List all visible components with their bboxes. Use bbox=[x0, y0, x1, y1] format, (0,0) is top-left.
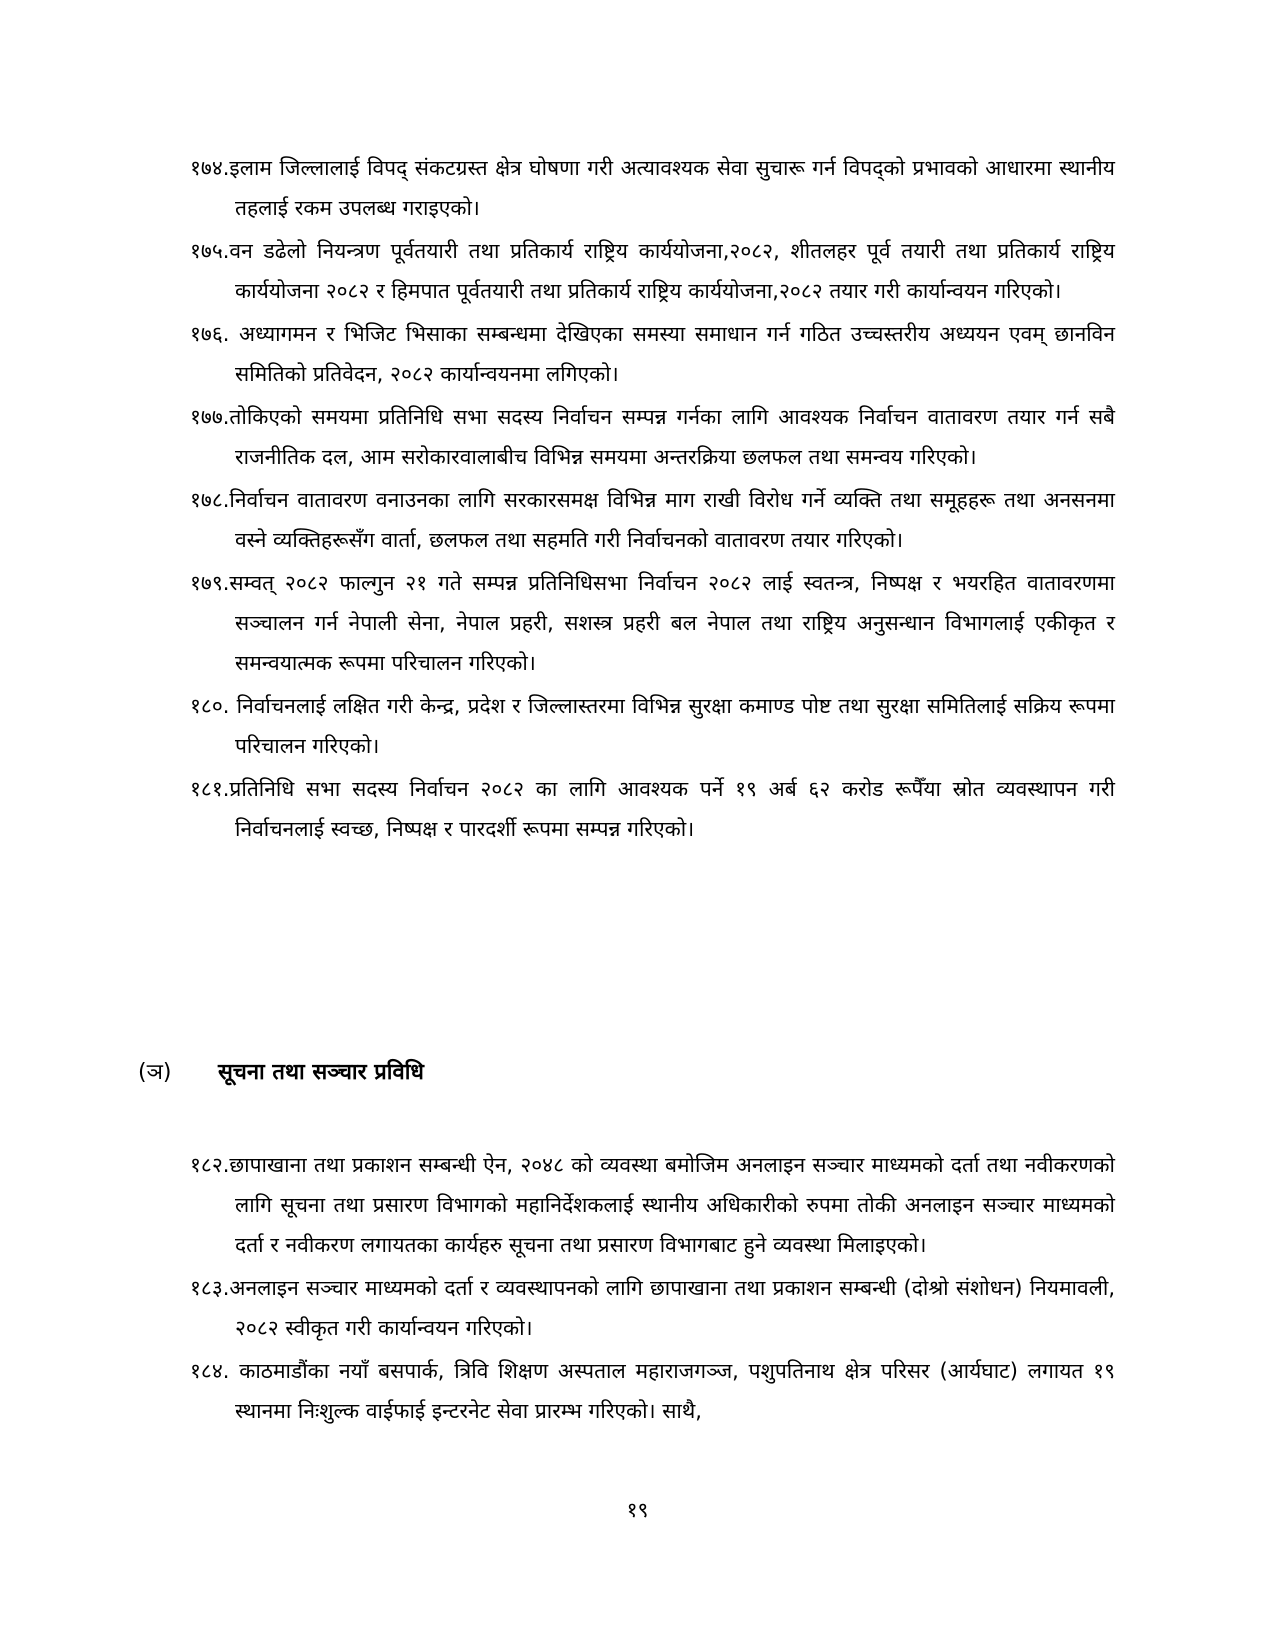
section-title: सूचना तथा सञ्चार प्रविधि bbox=[218, 1060, 424, 1085]
numbered-list-bottom bbox=[190, 1145, 1115, 1434]
list-item: १७६. अध्यागमन र भिजिट भिसाका सम्बन्धमा देखिएका समस्या समाधान गर्न गठित उच्चस्तरीय अध्ययन एवम् छानविन समितिको प्रतिवेदन, २०८२ कार्यान्वयनमा लगिएको। bbox=[190, 322, 1115, 386]
numbered-list-top bbox=[190, 148, 1115, 852]
list-item: १७८.निर्वाचन वातावरण वनाउनका लागि सरकारसमक्ष विभिन्न माग राखी विरोध गर्ने व्यक्ति तथा समूहहरू तथा अनसनमा वस्ने व्यक्तिहरूसँग वार्ता, छलफल तथा सहमति गरी निर्वाचनको वातावरण तयार गरिएको। bbox=[190, 488, 1115, 552]
list-item: १७५.वन डढेलो नियन्त्रण पूर्वतयारी तथा प्रतिकार्य राष्ट्रिय कार्ययोजना,२०८२, शीतलहर पूर्व तयारी तथा प्रतिकार्य राष्ट्रिय कार्ययोजना २०८२ र हिमपात पूर्वतयारी तथा प्रतिकार्य राष्ट्रिय कार्ययोजना,२०८२ तयार गरी कार्यान्वयन गरिएको। bbox=[190, 239, 1115, 303]
list-item: १७७.तोकिएको समयमा प्रतिनिधि सभा सदस्य निर्वाचन सम्पन्न गर्नका लागि आवश्यक निर्वाचन वातावरण तयार गर्न सबै राजनीतिक दल, आम सरोकारवालाबीच विभिन्न समयमा अन्तरक्रिया छलफल तथा समन्वय गरिएको। bbox=[190, 405, 1115, 469]
list-item: १८३.अनलाइन सञ्चार माध्यमको दर्ता र व्यवस्थापनको लागि छापाखाना तथा प्रकाशन सम्बन्धी (दोश्रो संशोधन) नियमावली, २०८२ स्वीकृत गरी कार्यान्वयन गरिएको। bbox=[190, 1276, 1115, 1340]
list-item: १७४.इलाम जिल्लालाई विपद् संकटग्रस्त क्षेत्र घोषणा गरी अत्यावश्यक सेवा सुचारू गर्न विपद्को प्रभावको आधारमा स्थानीय तहलाई रकम उपलब्ध गराइएको। bbox=[190, 156, 1115, 220]
list-item: १८४. काठमाडौंका नयाँ बसपार्क, त्रिवि शिक्षण अस्पताल महाराजगञ्ज, पशुपतिनाथ क्षेत्र परिसर (आर्यघाट) लगायत १९ स्थानमा निःशुल्क वाईफाई इन्टरनेट सेवा प्रारम्भ गरिएको। साथै, bbox=[190, 1359, 1115, 1423]
page-number: १९ bbox=[626, 1498, 649, 1522]
section-heading bbox=[138, 1053, 424, 1093]
list-item: १८१.प्रतिनिधि सभा सदस्य निर्वाचन २०८२ का लागि आवश्यक पर्ने १९ अर्ब ६२ करोड रूपैँया स्रोत व्यवस्थापन गरी निर्वाचनलाई स्वच्छ, निष्पक्ष र पारदर्शी रूपमा सम्पन्न गरिएको। bbox=[190, 777, 1115, 841]
list-item: १८२.छापाखाना तथा प्रकाशन सम्बन्धी ऐन, २०४८ को व्यवस्था बमोजिम अनलाइन सञ्चार माध्यमको दर्ता तथा नवीकरणको लागि सूचना तथा प्रसारण विभागको महानिर्देशकलाई स्थानीय अधिकारीको रुपमा तोकी अनलाइन सञ्चार माध्यमको दर्ता र नवीकरण लगायतका कार्यहरु सूचना तथा प्रसारण विभागबाट हुने व्यवस्था मिलाइएको। bbox=[190, 1153, 1115, 1257]
list-item: १७९.सम्वत् २०८२ फाल्गुन २१ गते सम्पन्न प्रतिनिधिसभा निर्वाचन २०८२ लाई स्वतन्त्र, निष्पक्ष र भयरहित वातावरणमा सञ्चालन गर्न नेपाली सेना, नेपाल प्रहरी, सशस्त्र प्रहरी बल नेपाल तथा राष्ट्रिय अनुसन्धान विभागलाई एकीकृत र समन्वयात्मक रूपमा परिचालन गरिएको। bbox=[190, 571, 1115, 675]
list-item: १८०. निर्वाचनलाई लक्षित गरी केन्द्र, प्रदेश र जिल्लास्तरमा विभिन्न सुरक्षा कमाण्ड पोष्ट तथा सुरक्षा समितिलाई सक्रिय रूपमा परिचालन गरिएको। bbox=[190, 694, 1115, 758]
section-marker: (ञ) bbox=[138, 1060, 172, 1085]
